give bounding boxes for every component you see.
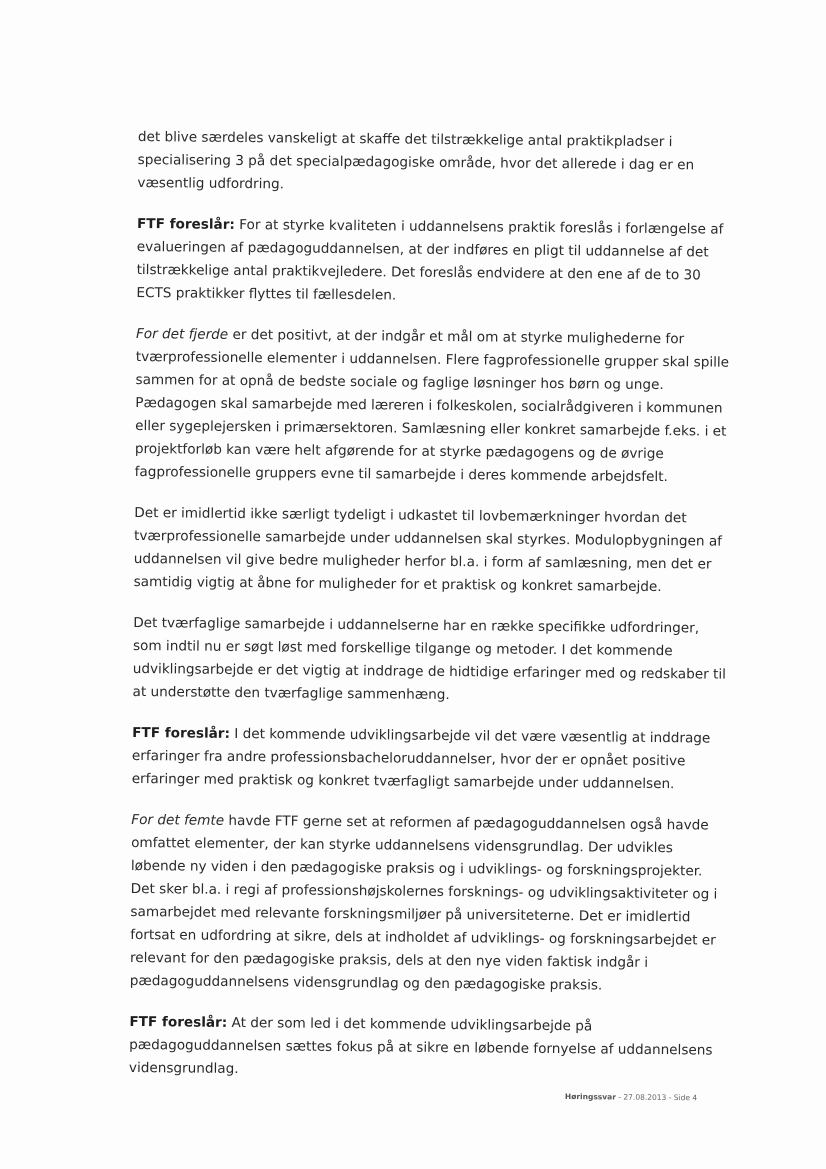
paragraph-4 xyxy=(134,502,731,600)
paragraph-1 xyxy=(137,126,734,201)
document-body xyxy=(129,126,734,1104)
footer-meta: - 27.08.2013 - Side 4 xyxy=(615,1092,698,1103)
paragraph-8-proposal xyxy=(129,1011,726,1086)
paragraph-6-proposal xyxy=(132,722,729,797)
proposal-label: FTF foreslår: xyxy=(136,215,235,233)
page-footer xyxy=(565,1092,697,1102)
paragraph-7 xyxy=(130,809,728,999)
paragraph-text: havde FTF gerne set at reformen af pædagoguddannelsen også havde omfattet elementer, der kan styrke uddannelsens vidensgrundlag. Der udvikles løbende ny viden i den pædagogiske praksis og i udviklings- og forskningsprojekter. Det sker bl.a. i regi af professionshøjskolernes forsknings- og udviklingsaktiviteter og i samarbejdet med relevante forskningsmiljøer på universiteterne. Det er imidlertid fortsat en udfordring at sikre, dels at indholdet af udviklings- og forskningsarbejdet er relevant for den pædagogiske praksis, dels at den nye viden faktisk indgår i pædagoguddannelsens vidensgrundlag og den pædagogiske praksis. xyxy=(129,812,718,994)
paragraph-text: det blive særdeles vanskeligt at skaffe det tilstrækkelige antal praktikpladser i specialisering 3 på det specialpædagogiske område, hvor det allerede i dag er en væsentlig udfordring. xyxy=(137,128,695,193)
paragraph-text: Det tværfaglige samarbejde i uddannelserne har en række specifikke udfordringer, som indtil nu er søgt løst med forskellige tilgange og metoder. I det kommende udviklingsarbejde er det vigtig at inddrage de hidtidige erfaringer med og redskaber til at understøtte den tværfaglige sammenhæng. xyxy=(132,614,726,704)
proposal-label: FTF foreslår: xyxy=(129,1013,228,1031)
paragraph-text: For at styrke kvaliteten i uddannelsens praktik foreslås i forlængelse af evalueringen af pædagoguddannelsen, at der indføres en pligt til uddannelse af det tilstrækkelige antal praktikvejledere. Det foreslås endvidere at den ene af de to 30 ECTS praktikker flyttes til fællesdelen. xyxy=(136,216,724,304)
paragraph-2-proposal xyxy=(136,213,733,311)
paragraph-3 xyxy=(135,323,733,490)
section-lead-italic: For det fjerde xyxy=(135,325,229,343)
paragraph-5 xyxy=(132,612,729,710)
paragraph-text: At der som led i det kommende udviklingsarbejde på pædagoguddannelsen sættes fokus på at sikre en løbende fornyelse af uddannelsens vidensgrundlag. xyxy=(128,1014,713,1078)
paragraph-text: Det er imidlertid ikke særligt tydeligt i udkastet til lovbemærkninger hvordan det tværprofessionelle samarbejde under uddannelsen skal styrkes. Modulopbygningen af uddannelsen vil give bedre muligheder herfor bl.a. i form af samlæsning, men det er samtidig vigtig at åbne for muligheder for et praktisk og konkret samarbejde. xyxy=(133,504,723,596)
paragraph-text: er det positivt, at der indgår et mål om at styrke mulighederne for tværprofessionelle elementer i uddannelsen. Flere fagprofessionelle grupper skal spille sammen for at opnå de bedste sociale og faglige løsninger hos børn og unge. Pædagogen skal samarbejde med læreren i folkeskolen, socialrådgiveren i kommunen eller sygeplejersken i primærsektoren. Samlæsning eller konkret samarbejde f.eks. i et projektforløb kan være helt afgørende for at styrke pædagogens og de øvrige fagprofessionelle gruppers evne til samarbejde i deres kommende arbejdsfelt. xyxy=(134,326,730,486)
paragraph-text: I det kommende udviklingsarbejde vil det være væsentlig at inddrage erfaringer fra andre professionsbacheloruddannelser, hvor der er opnået positive erfaringer med praktisk og konkret tværfagligt samarbejde under uddannelsen. xyxy=(131,725,711,793)
section-lead-italic: For det femte xyxy=(131,811,225,829)
footer-title: Høringssvar xyxy=(564,1092,616,1102)
proposal-label: FTF foreslår: xyxy=(132,724,231,742)
